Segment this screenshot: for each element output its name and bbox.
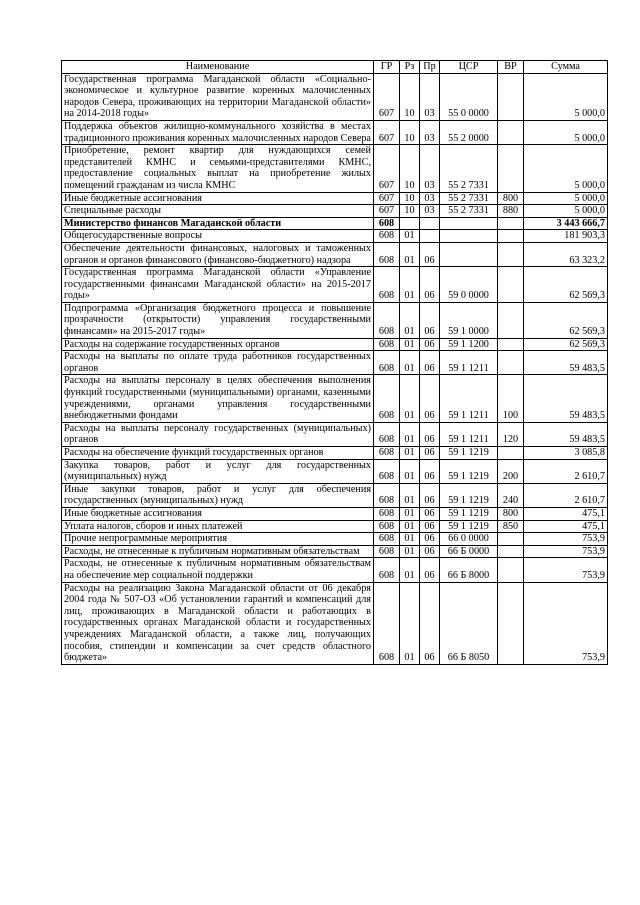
- cell-gr: 607: [374, 192, 400, 205]
- table-row: [62, 558, 608, 582]
- cell-vr: 880: [498, 205, 524, 218]
- cell-csr: 59 1 1211: [440, 351, 498, 375]
- cell-vr: [498, 230, 524, 243]
- cell-csr: 59 1 1219: [440, 483, 498, 507]
- cell-pr: [420, 230, 440, 243]
- cell-vr: [498, 558, 524, 582]
- table-row: [62, 73, 608, 120]
- cell-gr: 608: [374, 217, 400, 230]
- cell-name: Расходы на выплаты персоналу в целях обеспечения выполнения функций государственными (муниципальными) органами, казенными учреждениями, органами управления государственными внебюджетными фондами: [62, 375, 374, 422]
- cell-gr: 608: [374, 302, 400, 338]
- cell-csr: [440, 242, 498, 266]
- cell-sum: 753,9: [524, 545, 608, 558]
- cell-csr: 59 1 1219: [440, 459, 498, 483]
- cell-csr: 59 1 1219: [440, 447, 498, 460]
- cell-name: Расходы, не отнесенные к публичным нормативным обязательствам: [62, 545, 374, 558]
- cell-vr: [498, 533, 524, 546]
- cell-rz: 01: [400, 302, 420, 338]
- cell-pr: 06: [420, 459, 440, 483]
- header-gr: ГР: [374, 61, 400, 74]
- cell-pr: 06: [420, 483, 440, 507]
- cell-gr: 607: [374, 120, 400, 144]
- cell-csr: 59 1 1211: [440, 422, 498, 446]
- cell-vr: [498, 545, 524, 558]
- table-row: [62, 545, 608, 558]
- cell-pr: 06: [420, 351, 440, 375]
- cell-gr: 607: [374, 205, 400, 218]
- cell-rz: 01: [400, 507, 420, 520]
- cell-name: Министерство финансов Магаданской области: [62, 217, 374, 230]
- cell-rz: [400, 217, 420, 230]
- cell-sum: 181 903,3: [524, 230, 608, 243]
- cell-pr: 06: [420, 338, 440, 351]
- cell-rz: 01: [400, 459, 420, 483]
- cell-name: Расходы, не отнесенные к публичным нормативным обязательствам на обеспечение мер социальной поддержки: [62, 558, 374, 582]
- cell-gr: 608: [374, 483, 400, 507]
- cell-sum: 475,1: [524, 507, 608, 520]
- header-sum: Сумма: [524, 61, 608, 74]
- cell-sum: 62 569,3: [524, 267, 608, 303]
- cell-pr: 06: [420, 422, 440, 446]
- cell-gr: 608: [374, 558, 400, 582]
- cell-csr: 55 2 0000: [440, 120, 498, 144]
- cell-pr: 03: [420, 205, 440, 218]
- cell-vr: [498, 582, 524, 664]
- cell-name: Расходы на реализацию Закона Магаданской области от 06 декабря 2004 года № 507-ОЗ «Об установлении гарантий и компенсаций для лиц, проживающих в Магаданской области и работающих в государственных органах Магаданской области и государственных учреждениях Магаданской области, а также лиц, получающих пособия, стипендии и компенсации за счет средств областного бюджета»: [62, 582, 374, 664]
- cell-csr: 66 0 0000: [440, 533, 498, 546]
- cell-rz: 01: [400, 267, 420, 303]
- cell-rz: 01: [400, 483, 420, 507]
- cell-gr: 608: [374, 242, 400, 266]
- cell-sum: 63 323,2: [524, 242, 608, 266]
- cell-gr: 608: [374, 507, 400, 520]
- cell-vr: 200: [498, 459, 524, 483]
- cell-name: Приобретение, ремонт квартир для нуждающихся семей представителей КМНС и семьями-представителями КМНС, предоставление социальных выплат на приобретение жилых помещений гражданам из числа КМНС: [62, 145, 374, 192]
- cell-vr: [498, 447, 524, 460]
- cell-csr: 59 1 1200: [440, 338, 498, 351]
- cell-csr: 59 1 0000: [440, 302, 498, 338]
- table-row: [62, 120, 608, 144]
- cell-pr: 06: [420, 507, 440, 520]
- cell-vr: [498, 338, 524, 351]
- cell-name: Государственная программа Магаданской области «Социально-экономическое и культурное развитие коренных малочисленных народов Севера, проживающих на территории Магаданской области» на 2014-2018 годы»: [62, 73, 374, 120]
- cell-gr: 608: [374, 338, 400, 351]
- cell-name: Подпрограмма «Организация бюджетного процесса и повышение прозрачности (открытости) управления государственными финансами» на 2015-2017 годы»: [62, 302, 374, 338]
- cell-sum: 59 483,5: [524, 351, 608, 375]
- cell-rz: 01: [400, 520, 420, 533]
- table-row: [62, 230, 608, 243]
- cell-name: Расходы на обеспечение функций государственных органов: [62, 447, 374, 460]
- cell-vr: [498, 267, 524, 303]
- table-row: [62, 520, 608, 533]
- cell-rz: 10: [400, 120, 420, 144]
- cell-gr: 608: [374, 447, 400, 460]
- cell-name: Иные закупки товаров, работ и услуг для обеспечения государственных (муниципальных) нужд: [62, 483, 374, 507]
- cell-sum: 2 610,7: [524, 483, 608, 507]
- cell-vr: 100: [498, 375, 524, 422]
- cell-csr: 59 1 1219: [440, 520, 498, 533]
- cell-vr: 850: [498, 520, 524, 533]
- header-name: Наименование: [62, 61, 374, 74]
- cell-vr: 800: [498, 192, 524, 205]
- cell-pr: 06: [420, 582, 440, 664]
- table-row: [62, 145, 608, 192]
- cell-sum: 62 569,3: [524, 302, 608, 338]
- cell-pr: 06: [420, 520, 440, 533]
- cell-name: Государственная программа Магаданской области «Управление государственными финансами Магаданской области» на 2015-2017 годы»: [62, 267, 374, 303]
- cell-vr: [498, 145, 524, 192]
- table-row: [62, 582, 608, 664]
- cell-csr: 55 0 0000: [440, 73, 498, 120]
- cell-sum: 753,9: [524, 533, 608, 546]
- cell-gr: 608: [374, 422, 400, 446]
- cell-rz: 01: [400, 582, 420, 664]
- table-row: [62, 422, 608, 446]
- table-row: [62, 267, 608, 303]
- table-row: [62, 205, 608, 218]
- cell-vr: [498, 242, 524, 266]
- header-vr: ВР: [498, 61, 524, 74]
- cell-rz: 01: [400, 533, 420, 546]
- cell-pr: 03: [420, 192, 440, 205]
- cell-gr: 608: [374, 582, 400, 664]
- cell-sum: 475,1: [524, 520, 608, 533]
- cell-gr: 608: [374, 267, 400, 303]
- cell-vr: 120: [498, 422, 524, 446]
- cell-sum: 5 000,0: [524, 73, 608, 120]
- table-row: [62, 507, 608, 520]
- cell-sum: 753,9: [524, 582, 608, 664]
- cell-name: Уплата налогов, сборов и иных платежей: [62, 520, 374, 533]
- cell-rz: 10: [400, 205, 420, 218]
- cell-name: Прочие непрограммные мероприятия: [62, 533, 374, 546]
- cell-csr: 55 2 7331: [440, 192, 498, 205]
- cell-rz: 01: [400, 230, 420, 243]
- cell-name: Расходы на выплаты персоналу государственных (муниципальных) органов: [62, 422, 374, 446]
- cell-sum: 5 000,0: [524, 145, 608, 192]
- header-rz: Рз: [400, 61, 420, 74]
- table-row: [62, 459, 608, 483]
- cell-sum: 753,9: [524, 558, 608, 582]
- table-row: [62, 217, 608, 230]
- cell-sum: 62 569,3: [524, 338, 608, 351]
- cell-csr: 59 1 1219: [440, 507, 498, 520]
- table-row: [62, 483, 608, 507]
- table-row: [62, 192, 608, 205]
- cell-csr: [440, 217, 498, 230]
- cell-pr: 03: [420, 145, 440, 192]
- cell-sum: 59 483,5: [524, 375, 608, 422]
- cell-rz: 01: [400, 422, 420, 446]
- cell-gr: 608: [374, 351, 400, 375]
- cell-name: Иные бюджетные ассигнования: [62, 192, 374, 205]
- cell-name: Обеспечение деятельности финансовых, налоговых и таможенных органов и органов финансового (финансово-бюджетного) надзора: [62, 242, 374, 266]
- cell-gr: 608: [374, 545, 400, 558]
- cell-csr: 59 0 0000: [440, 267, 498, 303]
- cell-csr: 59 1 1211: [440, 375, 498, 422]
- cell-gr: 608: [374, 459, 400, 483]
- cell-gr: 608: [374, 533, 400, 546]
- cell-name: Общегосударственные вопросы: [62, 230, 374, 243]
- table-row: [62, 533, 608, 546]
- cell-vr: 240: [498, 483, 524, 507]
- cell-pr: 06: [420, 447, 440, 460]
- header-row: [62, 61, 608, 74]
- table-row: [62, 375, 608, 422]
- cell-pr: 06: [420, 533, 440, 546]
- cell-rz: 01: [400, 375, 420, 422]
- cell-rz: 01: [400, 545, 420, 558]
- cell-rz: 10: [400, 192, 420, 205]
- cell-rz: 01: [400, 338, 420, 351]
- cell-vr: [498, 302, 524, 338]
- cell-gr: 608: [374, 375, 400, 422]
- cell-pr: 06: [420, 242, 440, 266]
- cell-vr: [498, 351, 524, 375]
- cell-name: Расходы на содержание государственных органов: [62, 338, 374, 351]
- cell-vr: [498, 120, 524, 144]
- table-row: [62, 302, 608, 338]
- table-row: [62, 242, 608, 266]
- cell-csr: 66 Б 8050: [440, 582, 498, 664]
- cell-rz: 01: [400, 351, 420, 375]
- cell-rz: 01: [400, 447, 420, 460]
- cell-pr: 06: [420, 375, 440, 422]
- cell-sum: 5 000,0: [524, 205, 608, 218]
- cell-pr: 06: [420, 558, 440, 582]
- cell-name: Закупка товаров, работ и услуг для государственных (муниципальных) нужд: [62, 459, 374, 483]
- cell-sum: 5 000,0: [524, 120, 608, 144]
- cell-rz: 01: [400, 242, 420, 266]
- cell-csr: [440, 230, 498, 243]
- cell-name: Иные бюджетные ассигнования: [62, 507, 374, 520]
- cell-pr: 06: [420, 267, 440, 303]
- cell-name: Поддержка объектов жилищно-коммунального хозяйства в местах традиционного проживания коренных малочисленных народов Севера: [62, 120, 374, 144]
- cell-vr: 800: [498, 507, 524, 520]
- cell-csr: 66 Б 8000: [440, 558, 498, 582]
- cell-sum: 3 443 666,7: [524, 217, 608, 230]
- cell-pr: 06: [420, 545, 440, 558]
- cell-gr: 607: [374, 145, 400, 192]
- cell-name: Расходы на выплаты по оплате труда работников государственных органов: [62, 351, 374, 375]
- budget-table: [61, 60, 608, 665]
- cell-gr: 608: [374, 520, 400, 533]
- cell-gr: 608: [374, 230, 400, 243]
- cell-sum: 3 085,8: [524, 447, 608, 460]
- cell-pr: 03: [420, 120, 440, 144]
- cell-sum: 5 000,0: [524, 192, 608, 205]
- header-csr: ЦСР: [440, 61, 498, 74]
- cell-csr: 55 2 7331: [440, 205, 498, 218]
- cell-gr: 607: [374, 73, 400, 120]
- cell-csr: 55 2 7331: [440, 145, 498, 192]
- header-pr: Пр: [420, 61, 440, 74]
- cell-pr: 03: [420, 73, 440, 120]
- cell-pr: [420, 217, 440, 230]
- cell-pr: 06: [420, 302, 440, 338]
- cell-rz: 10: [400, 73, 420, 120]
- cell-vr: [498, 73, 524, 120]
- cell-name: Специальные расходы: [62, 205, 374, 218]
- cell-csr: 66 Б 0000: [440, 545, 498, 558]
- cell-sum: 59 483,5: [524, 422, 608, 446]
- cell-rz: 01: [400, 558, 420, 582]
- cell-vr: [498, 217, 524, 230]
- cell-sum: 2 610,7: [524, 459, 608, 483]
- table-row: [62, 351, 608, 375]
- cell-rz: 10: [400, 145, 420, 192]
- table-row: [62, 338, 608, 351]
- table-row: [62, 447, 608, 460]
